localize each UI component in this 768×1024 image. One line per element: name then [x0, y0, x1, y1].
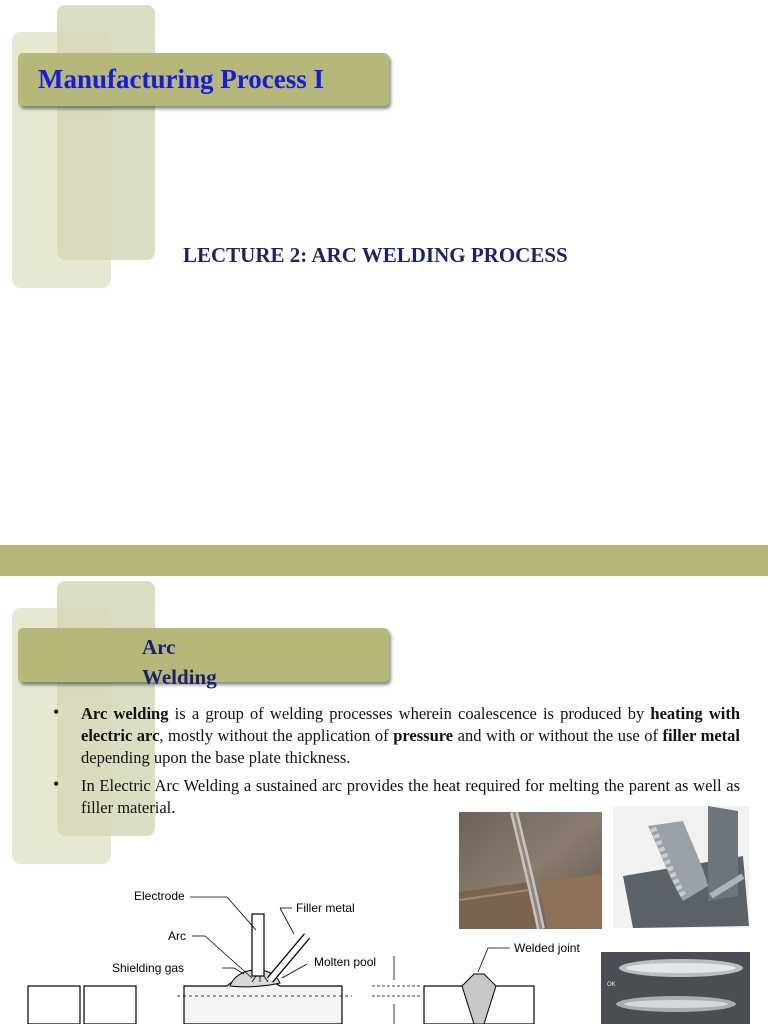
arc-welding-diagram [12, 878, 592, 1024]
bullet-text: In Electric Arc Welding a sustained arc provides the heat required for melting the parent as well as filler material. [81, 776, 740, 817]
slide-title [142, 632, 217, 692]
label-electrode: Electrode [134, 889, 185, 903]
term-pressure: pressure [393, 726, 454, 745]
content-slide [0, 576, 768, 1024]
bullet-text: , mostly without the application of [159, 726, 394, 745]
course-title: Manufacturing Process I [38, 64, 324, 94]
label-welded-joint: Welded joint [514, 941, 580, 955]
lecture-title: LECTURE 2: ARC WELDING PROCESS [183, 243, 568, 267]
term-heating: heating with electric arc [81, 704, 740, 745]
decorative-panel [57, 5, 155, 260]
bullet-icon: • [53, 702, 60, 722]
sample-label: OK [607, 982, 616, 988]
weld-photo-fillet [613, 806, 749, 928]
bullet-text: is a group of welding processes wherein coalescence is produced by [168, 704, 651, 723]
slide-title-line1: Arc [142, 635, 176, 659]
bullet-text: depending upon the base plate thickness. [81, 748, 351, 767]
label-shielding-gas: Shielding gas [112, 961, 185, 975]
bullet-text: and with or without the use of [453, 726, 663, 745]
label-filler-metal: Filler metal [296, 901, 355, 915]
term-arc-welding: Arc welding [81, 704, 169, 723]
slide-title-line2: Welding [142, 665, 217, 689]
label-arc: Arc [168, 929, 186, 943]
slide-divider [0, 545, 768, 576]
bullet-item [53, 702, 740, 769]
bullet-icon: • [53, 774, 60, 794]
label-molten-pool: Molten pool [314, 955, 377, 969]
weld-photo-beads [601, 952, 750, 1024]
term-filler-metal: filler metal [662, 726, 740, 745]
